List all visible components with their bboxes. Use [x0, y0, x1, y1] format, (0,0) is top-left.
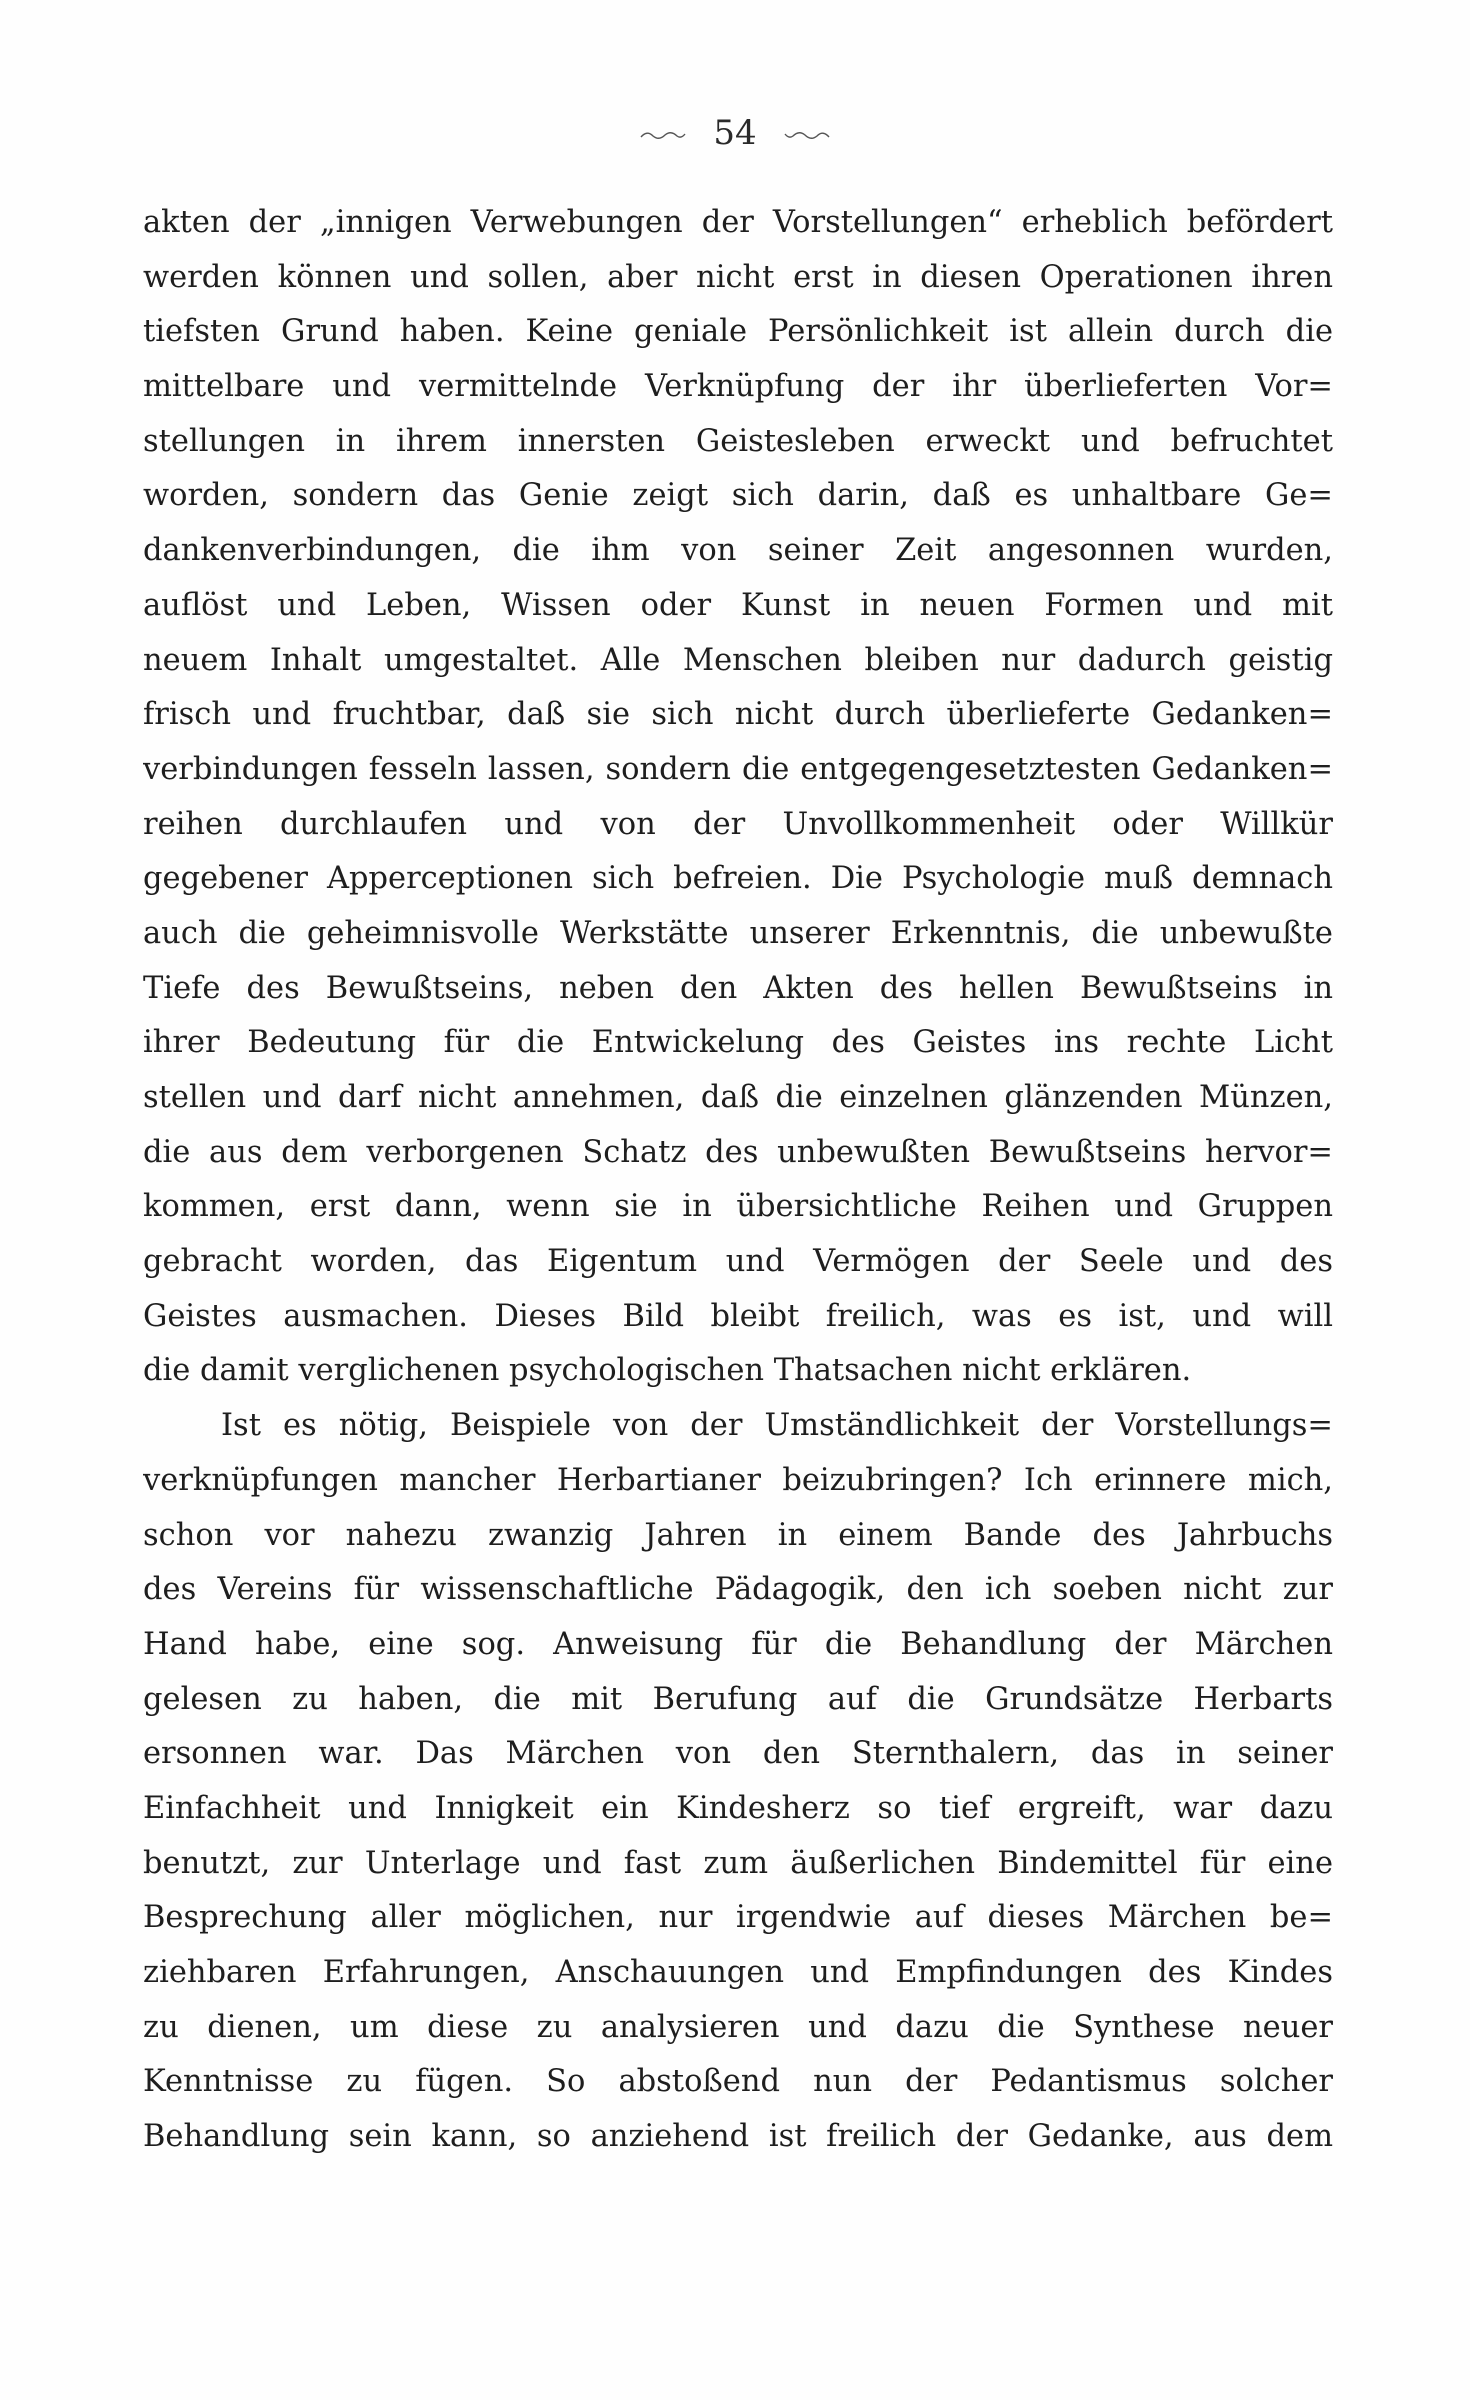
left-ornament-icon [639, 128, 687, 142]
text-line: kommen, erst dann, wenn sie in übersichtliche Reihen und Gruppen [143, 1189, 1333, 1225]
text-line: die aus dem verborgenen Schatz des unbewußten Bewußtseins hervor= [143, 1134, 1333, 1170]
text-line: tiefsten Grund haben. Keine geniale Persönlichkeit ist allein durch die [143, 314, 1333, 350]
body-text [143, 196, 1333, 2165]
text-line: stellungen in ihrem innersten Geistesleben erweckt und befruchtet [143, 423, 1333, 459]
text-line: Einfachheit und Innigkeit ein Kindesherz so tief ergreift, war dazu [143, 1790, 1333, 1826]
text-line: Hand habe, eine sog. Anweisung für die Behandlung der Märchen [143, 1626, 1333, 1662]
text-line: benutzt, zur Unterlage und fast zum äußerlichen Bindemittel für eine [143, 1845, 1333, 1881]
text-line: Geistes ausmachen. Dieses Bild bleibt freilich, was es ist, und will [143, 1298, 1333, 1334]
page-number: 54 [713, 113, 757, 153]
text-line: werden können und sollen, aber nicht erst in diesen Operationen ihren [143, 259, 1333, 295]
text-line: auflöst und Leben, Wissen oder Kunst in neuen Formen und mit [143, 587, 1333, 623]
text-line: mittelbare und vermittelnde Verknüpfung der ihr überlieferten Vor= [143, 369, 1333, 405]
text-line: gegebener Apperceptionen sich befreien. Die Psychologie muß demnach [143, 861, 1333, 897]
text-line: worden, sondern das Genie zeigt sich darin, daß es unhaltbare Ge= [143, 478, 1333, 514]
text-line: Tiefe des Bewußtseins, neben den Akten des hellen Bewußtseins in [143, 970, 1333, 1006]
text-line: neuem Inhalt umgestaltet. Alle Menschen bleiben nur dadurch geistig [143, 642, 1333, 678]
page-header [0, 108, 1470, 158]
text-line: frisch und fruchtbar, daß sie sich nicht durch überlieferte Gedanken= [143, 697, 1333, 733]
text-line: schon vor nahezu zwanzig Jahren in einem Bande des Jahrbuchs [143, 1517, 1333, 1553]
text-line: gebracht worden, das Eigentum und Vermögen der Seele und des [143, 1244, 1333, 1280]
text-line: ihrer Bedeutung für die Entwickelung des Geistes ins rechte Licht [143, 1025, 1333, 1061]
text-line: ziehbaren Erfahrungen, Anschauungen und Empfindungen des Kindes [143, 1955, 1333, 1990]
text-line: ersonnen war. Das Märchen von den Sternthalern, das in seiner [143, 1736, 1333, 1772]
text-line: des Vereins für wissenschaftliche Pädagogik, den ich soeben nicht zur [143, 1572, 1333, 1608]
text-line: Behandlung sein kann, so anziehend ist freilich der Gedanke, aus dem [143, 2119, 1333, 2155]
text-line: reihen durchlaufen und von der Unvollkommenheit oder Willkür [143, 806, 1333, 842]
text-line: gelesen zu haben, die mit Berufung auf die Grundsätze Herbarts [143, 1681, 1333, 1717]
paragraph-end-line: die damit verglichenen psychologischen Thatsachen nicht erklären. [143, 1353, 1192, 1389]
text-line: akten der „innigen Verwebungen der Vorstellungen“ erheblich befördert [143, 205, 1333, 240]
text-line: verbindungen fesseln lassen, sondern die entgegengesetztesten Gedanken= [143, 751, 1333, 787]
paragraph-start-line: Ist es nötig, Beispiele von der Umständlichkeit der Vorstellungs= [221, 1408, 1333, 1444]
right-ornament-icon [783, 128, 831, 142]
text-line: verknüpfungen mancher Herbartianer beizubringen? Ich erinnere mich, [143, 1462, 1333, 1498]
text-line: auch die geheimnisvolle Werkstätte unserer Erkenntnis, die unbewußte [143, 915, 1333, 951]
text-line: Kenntnisse zu fügen. So abstoßend nun der Pedantismus solcher [143, 2064, 1333, 2100]
text-line: zu dienen, um diese zu analysieren und dazu die Synthese neuer [143, 2009, 1333, 2045]
text-line: Besprechung aller möglichen, nur irgendwie auf dieses Märchen be= [143, 1900, 1333, 1936]
text-line: stellen und darf nicht annehmen, daß die einzelnen glänzenden Münzen, [143, 1080, 1333, 1115]
text-line: dankenverbindungen, die ihm von seiner Zeit angesonnen wurden, [143, 533, 1333, 569]
